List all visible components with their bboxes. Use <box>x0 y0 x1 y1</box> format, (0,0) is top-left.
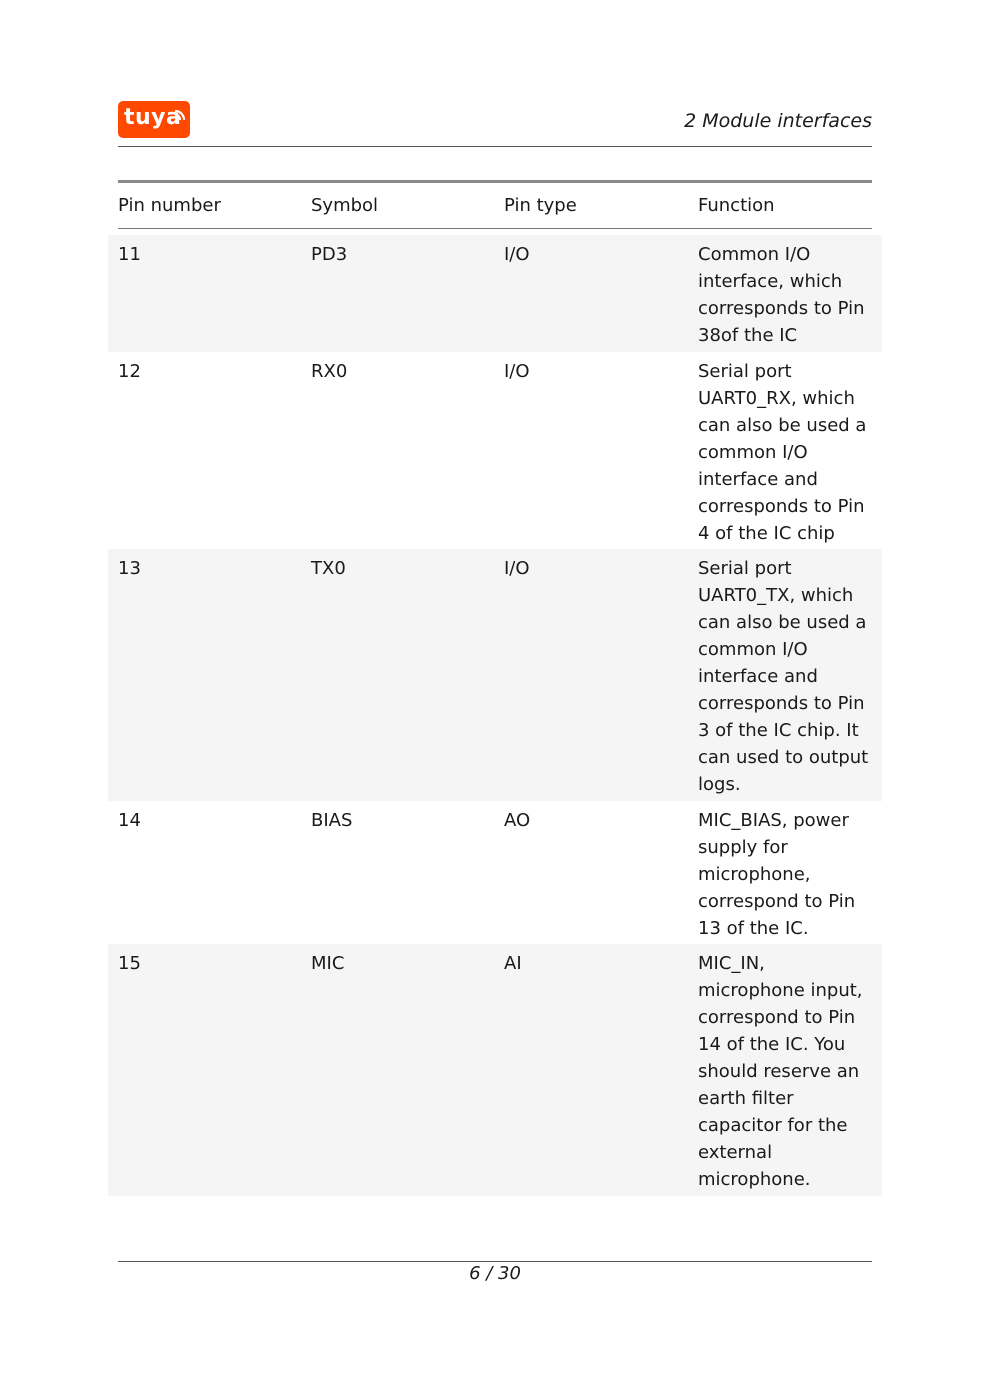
pin-table-body <box>108 235 882 1196</box>
symbol-cell: RX0 <box>311 361 348 382</box>
pin-type-cell: AO <box>504 810 531 831</box>
function-cell: MIC_BIAS, power supply for microphone, correspond to Pin 13 of the IC. <box>698 810 856 939</box>
table-top-rule <box>118 180 872 183</box>
tuya-logo <box>118 101 190 138</box>
table-row <box>108 235 882 352</box>
logo-text: tuya <box>124 105 182 130</box>
symbol-cell: TX0 <box>311 558 346 579</box>
function-cell: Serial port UART0_RX, which can also be used a common I/O interface and corresponds to Pin 4 of the IC chip <box>698 361 867 544</box>
header-divider <box>118 146 872 147</box>
pin-type-cell: AI <box>504 953 522 974</box>
pin-number-cell: 11 <box>118 244 141 265</box>
column-header-function: Function <box>698 195 775 216</box>
column-header-pin-type: Pin type <box>504 195 577 216</box>
section-title: 2 Module interfaces <box>684 110 872 132</box>
table-row <box>108 801 882 944</box>
function-cell: MIC_IN, microphone input, correspond to Pin 14 of the IC. You should reserve an earth filter capacitor for the external microphone. <box>698 953 863 1190</box>
function-cell: Common I/O interface, which corresponds to Pin 38of the IC <box>698 244 865 346</box>
function-cell: Serial port UART0_TX, which can also be used a common I/O interface and corresponds to Pin 3 of the IC chip. It can used to output logs. <box>698 558 869 795</box>
symbol-cell: PD3 <box>311 244 348 265</box>
pin-number-cell: 12 <box>118 361 141 382</box>
page-number: 6 / 30 <box>469 1263 521 1284</box>
symbol-cell: MIC <box>311 953 345 974</box>
pin-number-cell: 14 <box>118 810 141 831</box>
footer-divider <box>118 1261 872 1262</box>
pin-number-cell: 15 <box>118 953 141 974</box>
table-row <box>108 944 882 1196</box>
table-header-divider <box>118 228 872 229</box>
table-row <box>108 352 882 549</box>
pin-number-cell: 13 <box>118 558 141 579</box>
table-row <box>108 549 882 801</box>
column-header-symbol: Symbol <box>311 195 379 216</box>
column-header-pin-number: Pin number <box>118 195 221 216</box>
table-header-row <box>118 195 872 221</box>
pin-type-cell: I/O <box>504 244 530 265</box>
symbol-cell: BIAS <box>311 810 353 831</box>
wifi-arc-icon <box>118 101 190 138</box>
pin-type-cell: I/O <box>504 558 530 579</box>
pin-type-cell: I/O <box>504 361 530 382</box>
